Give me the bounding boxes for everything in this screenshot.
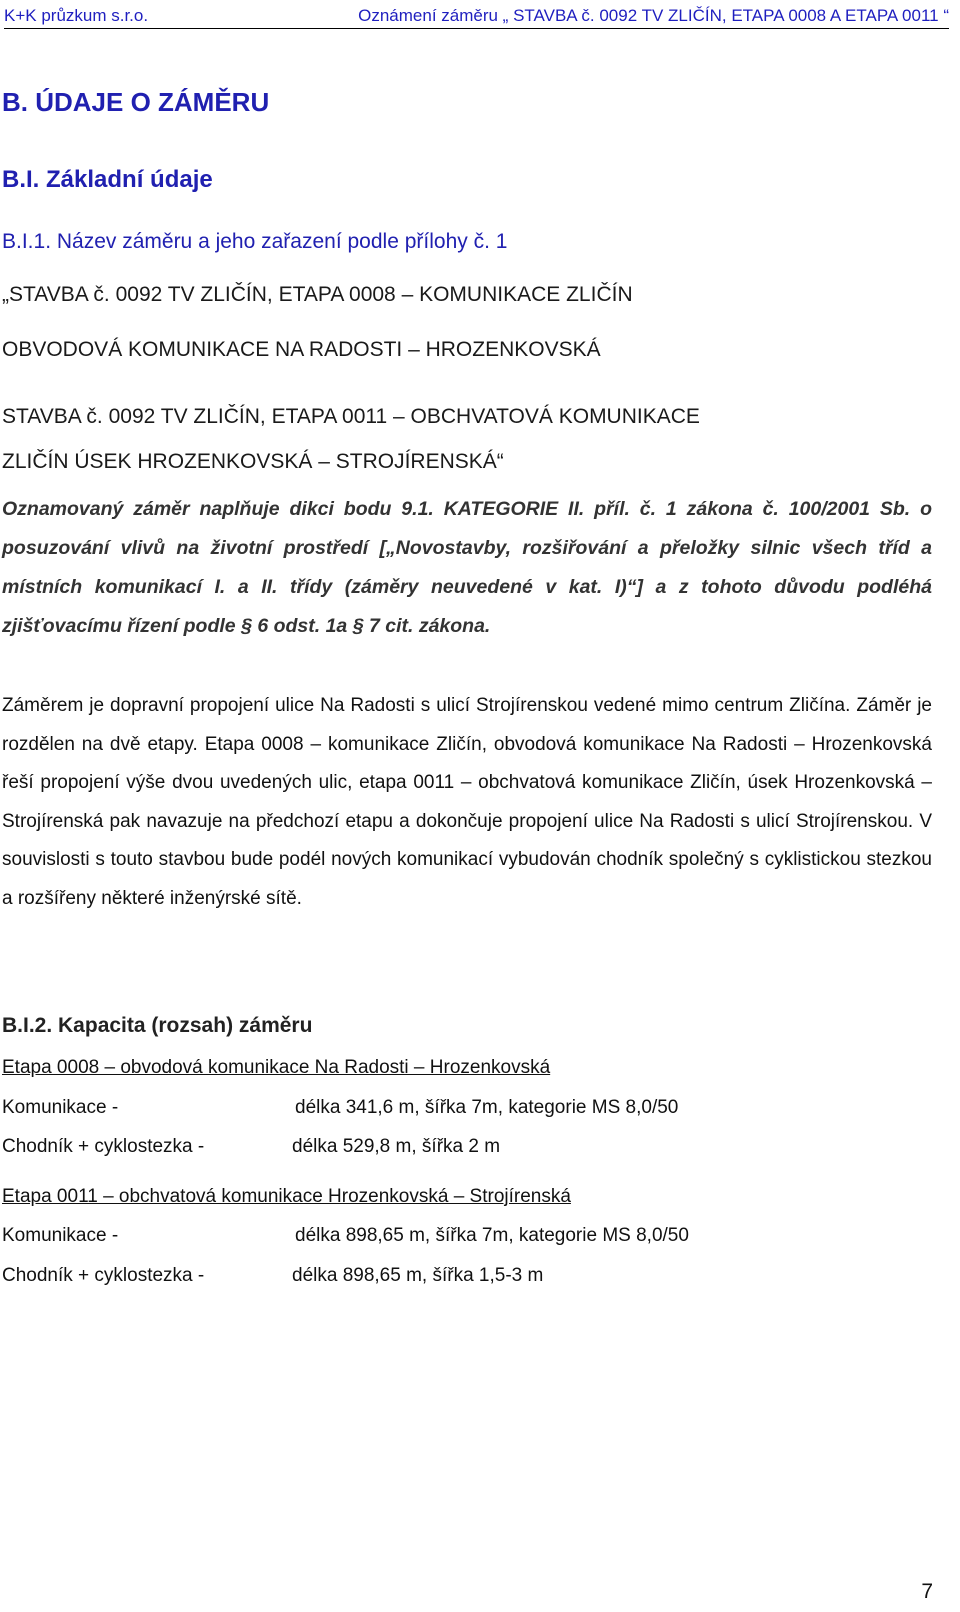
section-title: B. ÚDAJE O ZÁMĚRU [2,87,270,117]
stage-0011-road-value: délka 898,65 m, šířka 7m, kategorie MS 8,0/50 [295,1225,689,1246]
page-header [4,6,949,29]
stage-0008-road-label: Komunikace - [2,1097,119,1118]
classification-paragraph: Oznamovaný záměr naplňuje dikci bodu 9.1. KATEGORIE II. příl. č. 1 zákona č. 100/2001 Sb. o posuzování vlivů na životní prostředí [„Novostavby, rozšiřování a přeložky silnic všech tříd a místních komunikací I. a II. třídy (záměry neuvedené v kat. I)“] a z tohoto důvodu podléhá zjišťovacímu řízení podle § 6 odst. 1a § 7 cit. zákona. [2,498,932,637]
stage-0008-path-value: délka 529,8 m, šířka 2 m [292,1136,501,1157]
description-paragraph: Záměrem je dopravní propojení ulice Na Radosti s ulicí Strojírenskou vedené mimo centrum Zličína. Záměr je rozdělen na dvě etapy. Etapa 0008 – komunikace Zličín, obvodová komunikace Na Radosti – Hrozenkovská řeší propojení výše dvou uvedených ulic, etapa 0011 – obchvatová komunikace Zličín, úsek Hrozenkovská – Strojírenská pak navazuje na předchozí etapu a dokončuje propojení ulice Na Radosti s ulicí Strojírenskou. V souvislosti s touto stavbou bude podél nových komunikací vybudován chodník společný s cyklistickou stezkou a rozšířeny některé inženýrské sítě. [2,695,932,909]
stage-0011-road-label: Komunikace - [2,1225,119,1246]
project-line-4: ZLIČÍN ÚSEK HROZENKOVSKÁ – STROJÍRENSKÁ“ [2,450,504,473]
stage-0008-path-label: Chodník + cyklostezka - [2,1136,205,1157]
stage-0011-path-value: délka 898,65 m, šířka 1,5-3 m [292,1265,544,1286]
stage-0008-title: Etapa 0008 – obvodová komunikace Na Radosti – Hrozenkovská [2,1057,551,1078]
capacity-title: B.I.2. Kapacita (rozsah) záměru [2,1014,313,1037]
project-line-1: „STAVBA č. 0092 TV ZLIČÍN, ETAPA 0008 – KOMUNIKACE ZLIČÍN [2,283,633,306]
stage-0011-title: Etapa 0011 – obchvatová komunikace Hrozenkovská – Strojírenská [2,1186,571,1207]
project-line-2: OBVODOVÁ KOMUNIKACE NA RADOSTI – HROZENKOVSKÁ [2,338,601,361]
header-company: K+K průzkum s.r.o. [4,6,149,25]
header-document-title: Oznámení záměru „ STAVBA č. 0092 TV ZLIČÍN, ETAPA 0008 A ETAPA 0011 “ [358,6,949,25]
stage-0011-path-label: Chodník + cyklostezka - [2,1265,205,1286]
page-number: 7 [921,1580,933,1603]
project-line-3: STAVBA č. 0092 TV ZLIČÍN, ETAPA 0011 – OBCHVATOVÁ KOMUNIKACE [2,405,700,428]
item-title: B.I.1. Název záměru a jeho zařazení podle přílohy č. 1 [2,230,508,253]
subsection-title: B.I. Základní údaje [2,166,213,193]
stage-0008-road-value: délka 341,6 m, šířka 7m, kategorie MS 8,0/50 [295,1097,679,1118]
